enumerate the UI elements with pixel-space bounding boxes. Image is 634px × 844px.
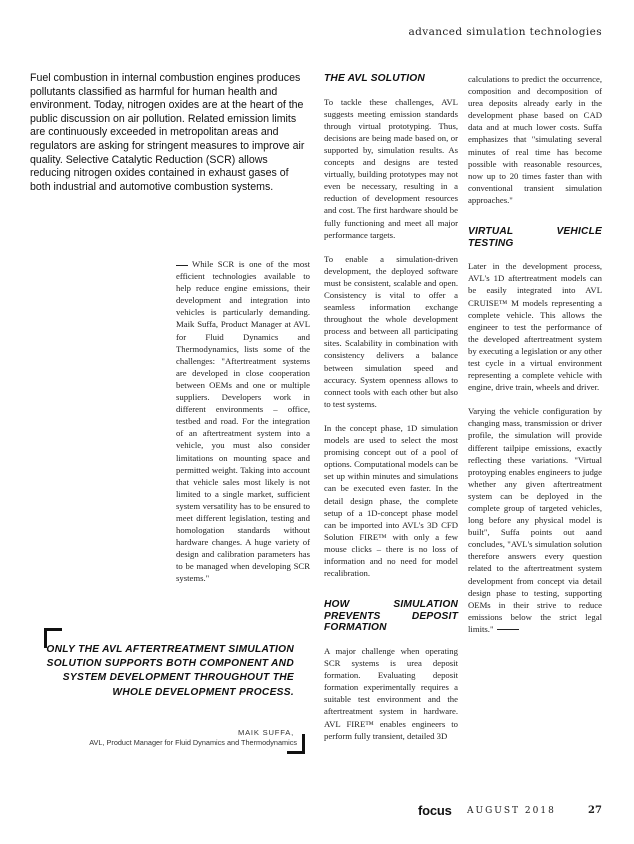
article-column-3	[468, 73, 602, 647]
article-column-2	[324, 73, 458, 754]
intro-paragraph: Fuel combustion in internal combustion engines produces pollutants classified as harmful for human health and environment. Today, nitrogen oxides are at the heart of the public discussion on air pollution. Related emission limits are continuously exceeded in metropolitan areas and regulators are asking for stringent measures to improve air quality. Selective Catalytic Reduction (SCR) allows reducing nitrogen oxides contained in exhaust gases of both industrial and automotive combustion systems.	[30, 72, 305, 193]
pull-quote	[44, 628, 297, 754]
body-paragraph: To tackle these challenges, AVL suggests meeting emission standards through virtual prototyping. Thus, decisions are being made based on, or supported by, simulation results. As concepts and designs are tested virtually, building prototypes may not even be necessary, resulting in a reduction of development resources and cost. The first hardware should be fully functioning and meet all major performance targets.	[324, 96, 458, 240]
end-mark	[497, 629, 519, 630]
page-number: 27	[588, 805, 602, 816]
body-paragraph: While SCR is one of the most efficient technologies available to help reduce engine emissions, their development and integration into vehicles is particularly demanding. Maik Suffa, Product Manager at AVL for Fluid Dynamics and Thermodynamics, lists some of the challenges: "Aftertreatment systems are developed in close cooperation between OEMs and one or multiple suppliers. Developers work in different environments – office, testbed and road. For the integration of an aftertreatment system into a vehicle, you must also consider limitations on mounting space and permitted weight. Taking into account that vehicle sales most likely is not limited to a single market, sufficient system versatility has to be ensured to meet different legislation, testing and homologation standards without hardware changes. A huge variety of design and calibration parameters has to be managed when developing SCR systems."	[176, 259, 310, 584]
pull-quote-text: ONLY THE AVL AFTERTREATMENT SIMULATION SOLUTION SUPPORTS BOTH COMPONENT AND SYSTEM DEVELOPMENT THROUGHOUT THE WHOLE DEVELOPMENT PROCESS.	[46, 644, 294, 698]
quote-attribution-name: MAIK SUFFA,	[237, 728, 294, 737]
body-paragraph: Later in the development process, AVL's 1D aftertreatment models can be easily integrated into AVL CRUISE™ M models representing a complete vehicle. This allows the engineer to test the performance of the developed aftertreatment system by executing a legislation or any other test cycle in a virtual environment representing a complete vehicle with engine, drive train, wheels and driver.	[468, 261, 602, 393]
body-paragraph: calculations to predict the occurrence, composition and decomposition of urea deposits already early in the development phase based on CAD data and at much lower costs. Suffa emphasizes that "simulating several minutes of real time has become possible with reasonable resources, now up to 20 times faster than with conventional transient simulation approaches."	[468, 74, 602, 205]
section-heading-deposit-formation: HOW SIMULATION PREVENTS DEPOSIT FORMATION	[324, 599, 458, 634]
article-column-1	[176, 258, 310, 597]
issue-date: AUGUST 2018	[467, 806, 556, 816]
body-paragraph: In the concept phase, 1D simulation models are used to select the most promising concept out of a pool of options. Computational models can be set up within minutes and simulations can be executed even faster. In the detail design phase, the complete setup of a 1D-concept phase model can be imported into AVL's 3D CFD Solution FIRE™ with only a few mouse clicks – there is no loss of information and no need for model recalibration.	[324, 422, 458, 579]
section-heading-avl-solution: THE AVL SOLUTION	[324, 73, 425, 84]
quote-attribution-role: AVL, Product Manager for Fluid Dynamics and Thermodynamics	[89, 738, 297, 747]
quote-bracket-close-icon	[287, 734, 305, 754]
body-paragraph: To enable a simulation-driven development, the deployed software must be consistent, scalable and open. Consistency is vital to offer a seamless information exchange throughout the whole development process and between all participating sites. Scalability in combination with consistency delivers a balance between simulation speed and accuracy. System openness allows to connect tools with each other but also to test systems.	[324, 253, 458, 409]
magazine-logo: focus	[418, 803, 452, 818]
section-heading-virtual-vehicle-testing: VIRTUAL VEHICLE TESTING	[468, 226, 602, 249]
closing-paragraph-text: Varying the vehicle configuration by changing mass, transmission or driver profile, the simulation will provide different tailpipe emissions, exactly reflecting these variations. "Virtual protoyping enables engineers to judge whether any given aftertreatment system can be deployed in the complete group of targeted vehicles, long before any physical model is built", Suffa points out aand concludes, "AVL's simulation solution therefore answers every question related to the aftertreatment system development from concept via detail design phase to testing, supporting OEMs in their strive to reduce emissions below the strict legal limits."	[468, 406, 602, 634]
body-paragraph	[468, 405, 602, 635]
body-paragraph: A major challenge when operating SCR systems is urea deposit formation. Evaluating deposit formation experimentally requires a suitable test environment and the aftertreatment system in hardware. AVL FIRE™ enables engineers to perform fully transient, detailed 3D	[324, 645, 458, 741]
running-header: advanced simulation technologies	[408, 26, 602, 38]
